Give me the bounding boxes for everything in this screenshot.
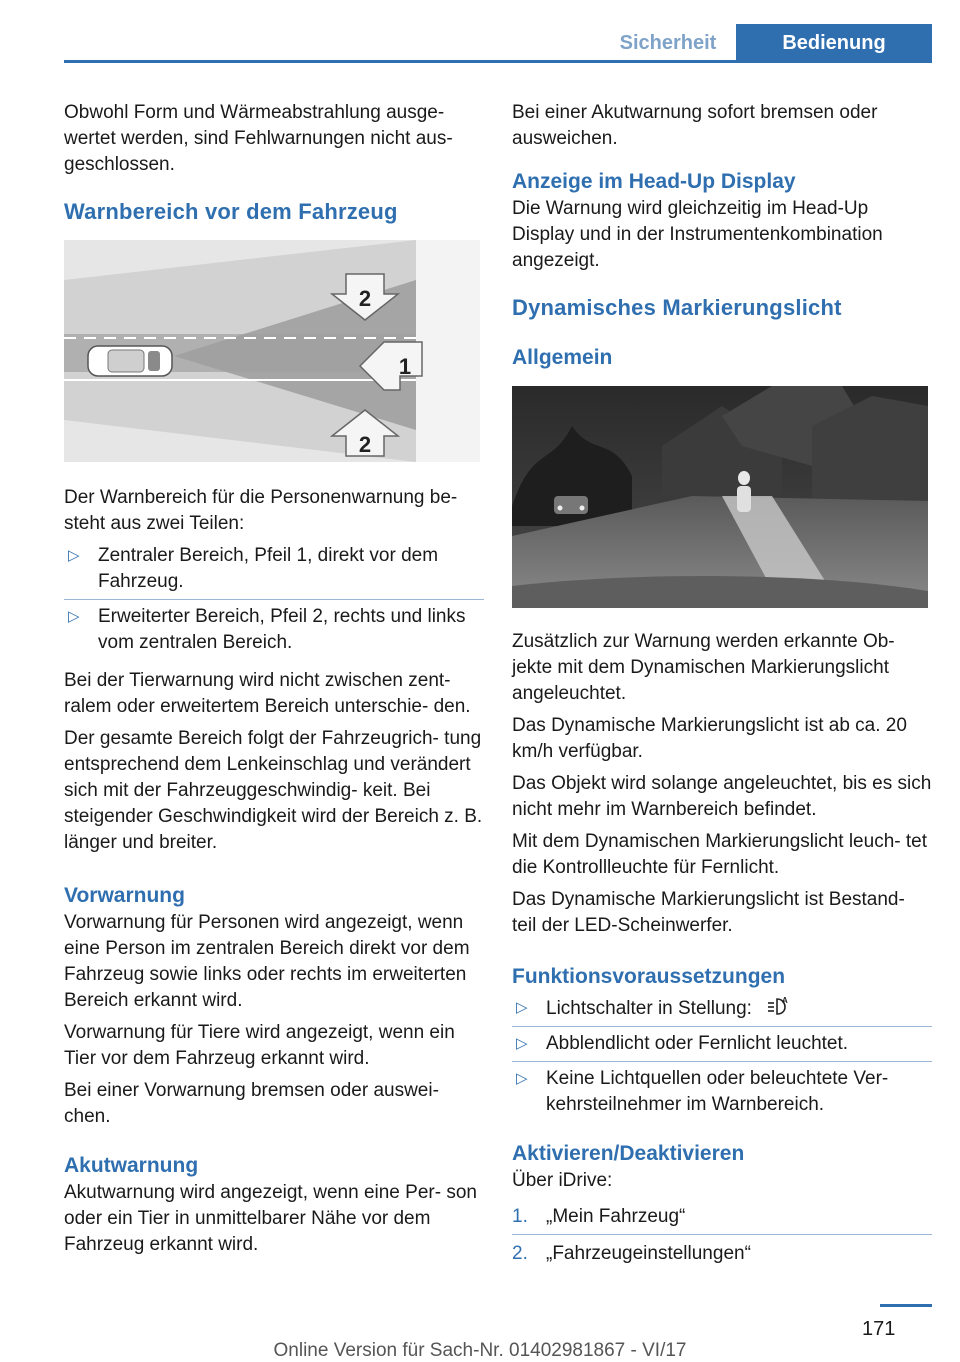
list-number: 1. <box>512 1206 528 1227</box>
allgemein-paragraph-2: Das Dynamische Markierungslicht ist ab ca. 20 km/h verfügbar. <box>512 715 907 762</box>
tab-bedienung[interactable]: Bedienung <box>736 24 932 62</box>
funktion-list <box>512 995 932 1122</box>
heading-dynamisches-markierungslicht: Dynamisches Markierungslicht <box>512 295 842 320</box>
allgemein-paragraph-3: Das Objekt wird solange angeleuchtet, bis es sich nicht mehr im Warnbereich befindet. <box>512 773 932 820</box>
list-item-text: Lichtschalter in Stellung: <box>546 998 752 1019</box>
menu-path-fahrzeugeinstellungen: „Fahrzeugeinstellungen“ <box>546 1243 751 1264</box>
allgemein-paragraph-4: Mit dem Dynamischen Markierungslicht leuch‐ tet die Kontrollleuchte für Fernlicht. <box>512 831 927 878</box>
label-arrow-1: 1 <box>398 354 412 379</box>
triangle-bullet-icon: ▷ <box>516 999 528 1016</box>
auto-light-switch-icon <box>765 995 791 1017</box>
heading-allgemein: Allgemein <box>512 346 613 369</box>
aktiv-paragraph: Über iDrive: <box>512 1170 613 1191</box>
list-item-text: Zentraler Bereich, Pfeil 1, direkt vor dem Fahrzeug. <box>98 545 439 592</box>
triangle-bullet-icon: ▷ <box>516 1035 528 1052</box>
list-item-text: Erweiterter Bereich, Pfeil 2, rechts und links vom zentralen Bereich. <box>98 606 466 653</box>
vorwarnung-paragraph-2: Vorwarnung für Tiere wird angezeigt, wenn ein Tier vor dem Fahrzeug erkannt wird. <box>64 1022 455 1069</box>
triangle-bullet-icon: ▷ <box>68 608 80 625</box>
list-item <box>512 1241 932 1271</box>
warnbereich-paragraph: Der Warnbereich für die Personenwarnung be‐ steht aus zwei Teilen: <box>64 487 458 534</box>
list-item-text: Keine Lichtquellen oder beleuchtete Ver‐ kehrsteilnehmer im Warnbereich. <box>546 1068 889 1115</box>
triangle-bullet-icon: ▷ <box>68 547 80 564</box>
heading-warnbereich: Warnbereich vor dem Fahrzeug <box>64 199 398 224</box>
car-shape <box>88 346 172 376</box>
list-item <box>512 1066 932 1122</box>
label-arrow-2-top: 2 <box>358 286 372 311</box>
aktiv-list <box>512 1204 932 1271</box>
heading-akutwarnung: Akutwarnung <box>64 1154 199 1177</box>
tierwarnung-paragraph: Bei der Tierwarnung wird nicht zwischen zent‐ ralem oder erweitertem Bereich unterschie‐ den. <box>64 670 471 717</box>
right-column <box>512 100 932 1277</box>
triangle-bullet-icon: ▷ <box>516 1070 528 1087</box>
list-item <box>512 995 932 1027</box>
list-item-text: Abblendlicht oder Fernlicht leuchtet. <box>546 1033 849 1054</box>
heading-hud: Anzeige im Head-Up Display <box>512 170 796 193</box>
header-rule <box>64 60 932 63</box>
list-number: 2. <box>512 1243 528 1264</box>
allgemein-paragraph-5: Das Dynamische Markierungslicht ist Bestand‐ teil der LED-Scheinwerfer. <box>512 889 905 936</box>
menu-path-mein-fahrzeug: „Mein Fahrzeug“ <box>546 1206 686 1227</box>
heading-vorwarnung: Vorwarnung <box>64 884 185 907</box>
tab-sicherheit[interactable]: Sicherheit <box>619 32 717 54</box>
akutwarnung-paragraph-2: Bei einer Akutwarnung sofort bremsen oder ausweichen. <box>512 102 878 149</box>
svg-text:A: A <box>782 996 789 1005</box>
vorwarnung-paragraph-1: Vorwarnung für Personen wird angezeigt, wenn eine Person im zentralen Bereich direkt vor dem Fahrzeug sowie links oder rechts im erweiterten Bereich erkannt wird. <box>64 912 470 1011</box>
page-number: 171 <box>862 1318 896 1340</box>
vorwarnung-paragraph-3: Bei einer Vorwarnung bremsen oder auswei‐ chen. <box>64 1080 439 1127</box>
heading-aktivieren-deaktivieren: Aktivieren/Deaktivieren <box>512 1142 745 1165</box>
list-item <box>64 543 484 600</box>
akutwarnung-paragraph-1: Akutwarnung wird angezeigt, wenn eine Per‐ son oder ein Tier in unmittelbarer Nähe vor dem Fahrzeug erkannt wird. <box>64 1182 477 1255</box>
heading-funktionsvoraussetzungen: Funktionsvoraussetzungen <box>512 965 786 988</box>
gesamt-paragraph: Der gesamte Bereich folgt der Fahrzeugrich‐ tung entsprechend dem Lenkeinschlag und verändert sich mit der Fahrzeuggeschwindig‐ keit. Bei steigender Geschwindigkeit wird der Bereich z. B. länger und breiter. <box>64 728 483 853</box>
intro-paragraph: Obwohl Form und Wärmeabstrahlung ausge‐ wertet werden, sind Fehlwarnungen nicht aus‐ geschlossen. <box>64 102 453 175</box>
online-version-footer: Online Version für Sach-Nr. 01402981867 - VI/17 <box>273 1340 687 1361</box>
warnbereich-list <box>64 543 484 660</box>
list-item <box>512 1204 932 1235</box>
hud-paragraph: Die Warnung wird gleichzeitig im Head-Up Display und in der Instrumentenkombination angezeigt. <box>512 198 883 271</box>
night-road-photo <box>512 386 928 608</box>
list-item <box>512 1031 932 1062</box>
left-column <box>64 100 484 1264</box>
warnbereich-diagram <box>64 240 480 462</box>
label-arrow-2-bottom: 2 <box>358 432 372 457</box>
footer-rule <box>880 1304 932 1307</box>
allgemein-paragraph-1: Zusätzlich zur Warnung werden erkannte Ob‐ jekte mit dem Dynamischen Markierungslicht angeleuchtet. <box>512 631 895 704</box>
list-item <box>64 604 484 660</box>
